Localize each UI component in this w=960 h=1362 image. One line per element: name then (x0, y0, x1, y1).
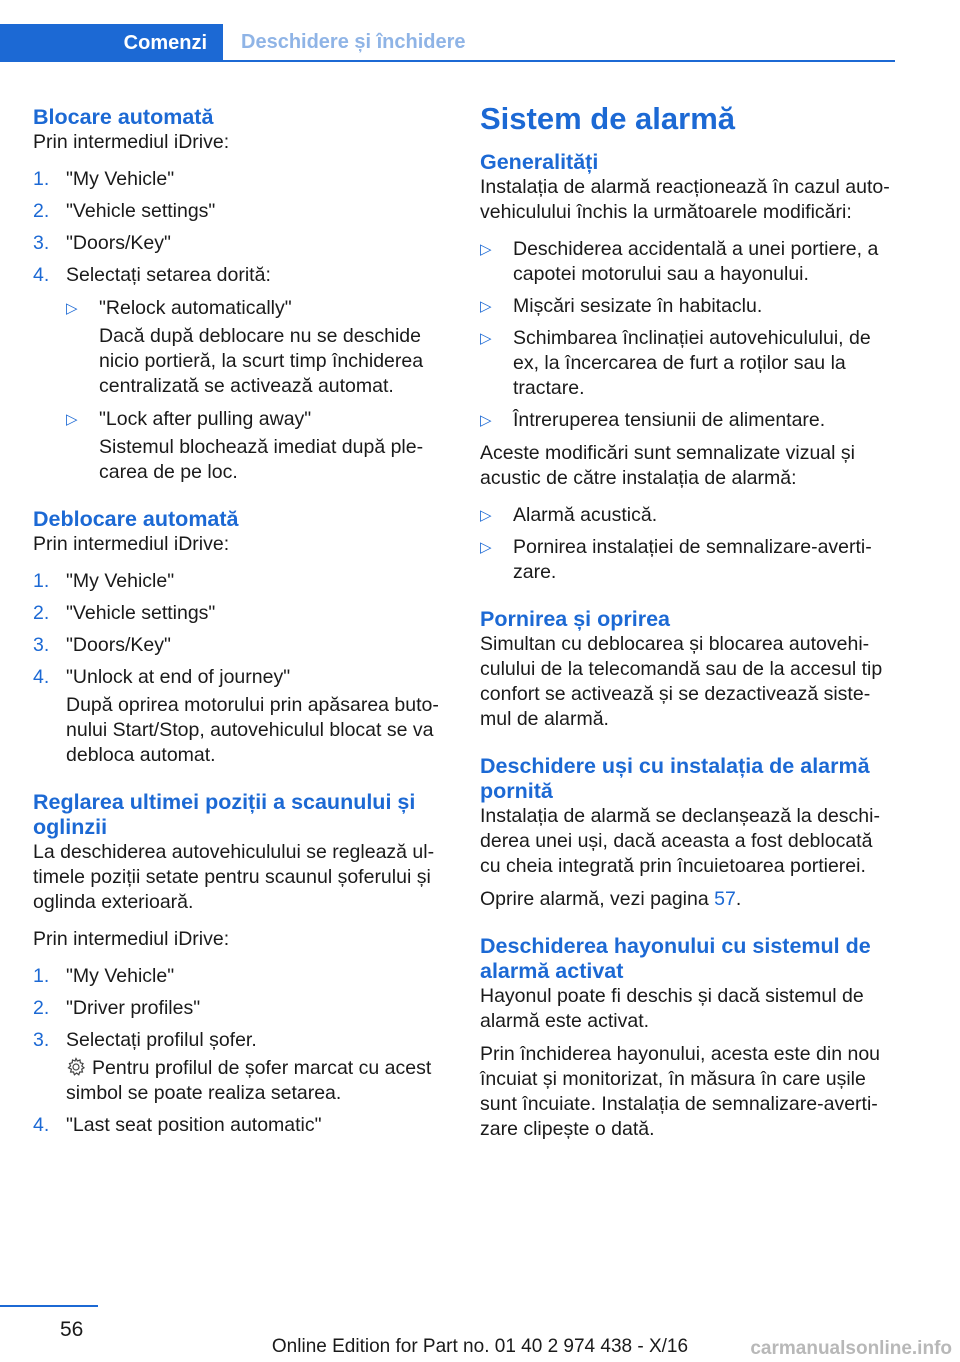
header-tab-deschidere[interactable] (241, 24, 466, 60)
list-item (33, 633, 448, 658)
bullet-list (66, 296, 448, 485)
list-text: "Doors/Key" (66, 634, 171, 656)
bullet-list (480, 237, 895, 433)
bullet-desc: Sistemul blochează imediat după plecarea de pe loc. (99, 436, 424, 483)
list-number: 2. (33, 200, 50, 222)
bullet-item (66, 296, 448, 399)
list-text: "My Vehicle" (66, 965, 175, 987)
numbered-list (33, 569, 448, 768)
list-number: 4. (33, 666, 50, 688)
list-item (33, 1113, 448, 1138)
list-number: 3. (33, 634, 50, 656)
list-item (33, 601, 448, 626)
bullet-text: Alarmă acustică. (513, 504, 658, 526)
section-blocare (33, 105, 448, 485)
list-text: "Driver profiles" (66, 997, 201, 1019)
list-item (33, 964, 448, 989)
bullet-text: Mișcări sesizate în habitaclu. (513, 295, 763, 317)
bullet-label: "Relock automatically" (99, 297, 292, 319)
list-item (33, 1028, 448, 1106)
header-tab-label: Comenzi (123, 31, 207, 54)
section-deschidere-usi (480, 754, 895, 912)
section-title: Deschiderea hayonului cu sistemul de alarmă activat (480, 934, 871, 983)
paragraph: Instalația de alarmă se declanșează la deschiderea unei uși, dacă aceasta a fost deblocată cu cheia integrată prin încuietoarea portierei. (480, 805, 880, 877)
bullet-item (480, 237, 895, 287)
section-title: Generalități (480, 150, 599, 174)
bullet-item (480, 503, 895, 528)
section-generalitati (480, 150, 895, 585)
list-text: Selectați setarea dorită: (66, 264, 271, 286)
triangle-bullet-icon: ▷ (480, 412, 492, 429)
list-number: 2. (33, 997, 50, 1019)
list-item (33, 996, 448, 1021)
section-deblocare (33, 507, 448, 768)
bullet-item (480, 408, 895, 433)
header-tab-label: Deschidere și închidere (241, 30, 466, 53)
section-title: Deschidere uși cu instalația de alarmă pornită (480, 754, 870, 803)
list-item (33, 263, 448, 485)
list-number: 1. (33, 570, 50, 592)
list-desc-row (66, 1056, 448, 1106)
list-text: "My Vehicle" (66, 168, 175, 190)
list-item (33, 569, 448, 594)
triangle-bullet-icon: ▷ (480, 539, 492, 556)
triangle-bullet-icon: ▷ (480, 298, 492, 315)
paragraph: La deschiderea autovehiculului se reglează ultimele poziții setate pentru scaunul șoferului și oglinda exterioară. (33, 841, 435, 913)
bullet-item (66, 407, 448, 485)
bullet-text: Pornirea instalației de semnalizare-avertizare. (513, 536, 872, 583)
list-number: 3. (33, 1029, 50, 1051)
bullet-text: Deschiderea accidentală a unei portiere, a capotei motorului sau a hayonului. (513, 238, 879, 285)
bullet-desc: Dacă după deblocare nu se deschide nicio portieră, la scurt timp închiderea centralizată se activează automat. (99, 325, 424, 397)
numbered-list (33, 167, 448, 485)
triangle-bullet-icon: ▷ (66, 411, 78, 428)
section-reglarea (33, 790, 448, 1138)
page-number: 56 (60, 1318, 84, 1341)
footer-edition: Online Edition for Part no. 01 40 2 974 438 - X/16 (271, 1336, 689, 1357)
bullet-text: Schimbarea înclinației autovehiculului, de ex, la încercarea de furt a roților sau la tractare. (513, 327, 871, 399)
list-item (33, 665, 448, 768)
list-number: 1. (33, 965, 50, 987)
paragraph: Prin intermediul iDrive: (33, 928, 230, 950)
list-number: 4. (33, 1114, 50, 1136)
numbered-list (33, 964, 448, 1138)
paragraph: Prin închiderea hayonului, acesta este din nou încuiat și monitorizat, în măsura în care ușile sunt încuiate. Instalația de semnalizare-avertizare clipește o dată. (480, 1043, 881, 1140)
paragraph: Prin intermediul iDrive: (33, 131, 230, 153)
list-item (33, 167, 448, 192)
watermark: carmanualsonline.info (750, 1338, 952, 1359)
list-text: "Vehicle settings" (66, 200, 216, 222)
list-desc: După oprirea motorului prin apăsarea butonului Start/Stop, autovehiculul blocat se va debloca automat. (66, 694, 439, 766)
list-number: 1. (33, 168, 50, 190)
paragraph: Instalația de alarmă reacționează în cazul autovehiculului închis la următoarele modificări: (480, 176, 890, 223)
header-tab-comenzi[interactable] (0, 24, 223, 62)
bullet-label: "Lock after pulling away" (99, 408, 312, 430)
text: . (735, 888, 742, 910)
bullet-list (480, 503, 895, 585)
left-column (33, 100, 448, 1138)
paragraph: Hayonul poate fi deschis și dacă sistemul de alarmă este activat. (480, 985, 864, 1032)
bullet-item (480, 294, 895, 319)
page-title: Sistem de alarmă (480, 101, 736, 136)
paragraph: Aceste modificări sunt semnalizate vizual și acustic de către instalația de alarmă: (480, 442, 855, 489)
list-number: 3. (33, 232, 50, 254)
bullet-item (480, 535, 895, 585)
text: Oprire alarmă, vezi pagina (480, 888, 715, 910)
triangle-bullet-icon: ▷ (480, 241, 492, 258)
bullet-text: Întreruperea tensiunii de alimentare. (513, 409, 826, 431)
list-text: Selectați profilul șofer. (66, 1029, 257, 1051)
list-text: "Vehicle settings" (66, 602, 216, 624)
triangle-bullet-icon: ▷ (480, 330, 492, 347)
list-desc: Pentru profilul de șofer marcat cu acest simbol se poate realiza setarea. (66, 1057, 432, 1104)
paragraph: Simultan cu deblocarea și blocarea autovehiculului de la telecomandă sau de la accesul tip confort se activează și se dezactivează sistemul de alarmă. (480, 633, 883, 730)
section-hayon (480, 934, 895, 1142)
section-title: Deblocare automată (33, 507, 239, 531)
paragraph (480, 887, 895, 912)
bullet-item (480, 326, 895, 401)
list-text: "Unlock at end of journey" (66, 666, 291, 688)
list-text: "Last seat position automatic" (66, 1114, 322, 1136)
list-item (33, 231, 448, 256)
right-column (480, 100, 895, 1142)
list-text: "Doors/Key" (66, 232, 171, 254)
triangle-bullet-icon: ▷ (66, 300, 78, 317)
section-pornirea (480, 607, 895, 732)
page-link[interactable]: 57 (714, 888, 736, 910)
section-title: Reglarea ultimei poziții a scaunului și oglinzii (33, 790, 416, 839)
triangle-bullet-icon: ▷ (480, 507, 492, 524)
section-title: Pornirea și oprirea (480, 607, 670, 631)
list-text: "My Vehicle" (66, 570, 175, 592)
gear-icon (66, 1057, 86, 1077)
list-item (33, 199, 448, 224)
paragraph: Prin intermediul iDrive: (33, 533, 230, 555)
list-number: 2. (33, 602, 50, 624)
header-rule (0, 60, 895, 62)
page-number-rule (0, 1305, 98, 1307)
list-number: 4. (33, 264, 50, 286)
section-title: Blocare automată (33, 105, 214, 129)
